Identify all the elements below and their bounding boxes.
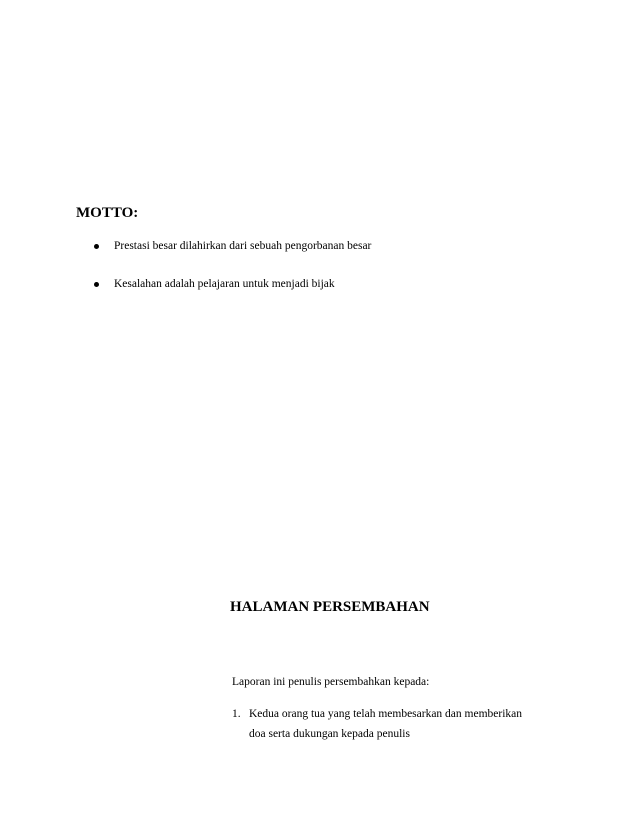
motto-heading: MOTTO: xyxy=(76,205,139,221)
list-item xyxy=(92,276,371,292)
dedication-list xyxy=(232,704,572,744)
list-item xyxy=(232,704,572,744)
dedication-item-line: doa serta dukungan kepada penulis xyxy=(249,728,410,740)
dedication-item-text xyxy=(249,704,572,744)
motto-item-text: Kesalahan adalah pelajaran untuk menjadi bijak xyxy=(114,278,335,290)
bullet-icon xyxy=(94,282,99,287)
dedication-item-line: Kedua orang tua yang telah membesarkan dan memberikan xyxy=(249,708,523,720)
dedication-intro: Laporan ini penulis persembahkan kepada: xyxy=(232,676,430,688)
motto-list xyxy=(92,238,371,314)
list-item xyxy=(92,238,371,254)
motto-item-text: Prestasi besar dilahirkan dari sebuah pengorbanan besar xyxy=(114,240,372,252)
bullet-icon xyxy=(94,244,99,249)
dedication-heading: HALAMAN PERSEMBAHAN xyxy=(230,599,430,615)
list-number: 1. xyxy=(232,708,241,720)
